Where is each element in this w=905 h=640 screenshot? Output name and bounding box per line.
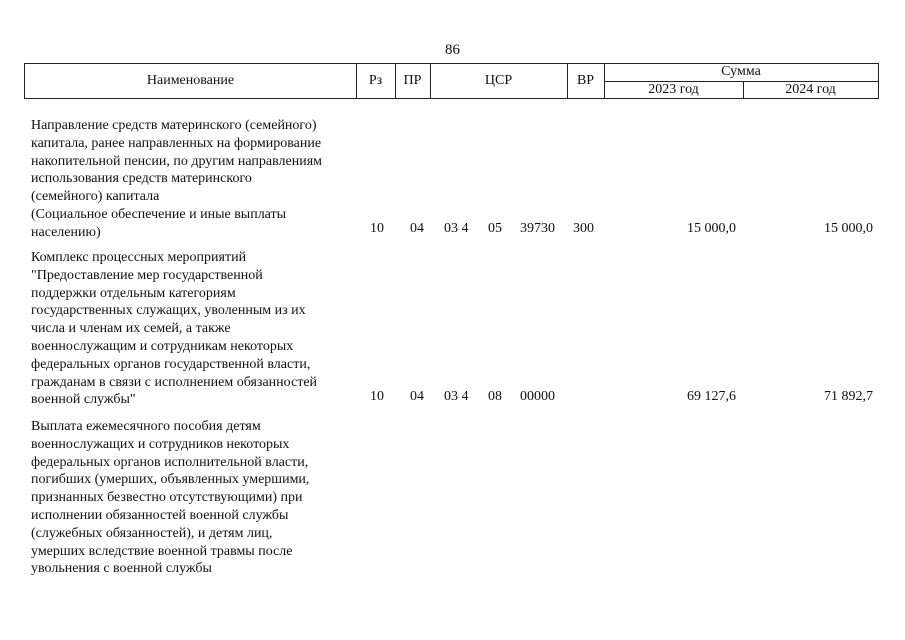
header-sum: Сумма (721, 64, 761, 79)
row-name-line: Комплекс процессных мероприятий (31, 250, 247, 265)
row-sum-2023: 15 000,0 (687, 221, 736, 236)
row-name-line: использования средств материнского (31, 171, 252, 187)
row-name-line: федеральных органов исполнительной власти, (31, 454, 309, 470)
row-vr: 300 (573, 221, 594, 236)
row-pr: 04 (410, 221, 424, 236)
row-name-line: федеральных органов государственной власти, (31, 356, 311, 372)
row-name-line: (служебных обязанностей), и детям лиц, (31, 525, 273, 541)
row-name-line: накопительной пенсии, по другим направлениям (31, 153, 323, 169)
row-name-line: числа и членам их семей, а также (31, 321, 231, 337)
row-rz: 10 (370, 389, 384, 404)
row-name-line: исполнении обязанностей военной службы (31, 507, 289, 523)
row-name-line: военной службы" (31, 392, 136, 408)
row-name (31, 418, 356, 578)
row-rz: 10 (370, 221, 384, 236)
row-name-line: погибших (умерших, объявленных умершими, (31, 472, 310, 488)
row-name-line: государственных служащих, уволенным из их (31, 303, 306, 319)
row-sum-2023: 69 127,6 (687, 389, 736, 404)
row-name-line: военнослужащих и сотрудников некоторых (31, 436, 290, 452)
row-pr: 04 (410, 389, 424, 404)
row-name-line: капитала, ранее направленных на формирование (31, 135, 322, 151)
row-csr-direction: 39730 (520, 221, 555, 236)
row-name-line: военнослужащим и сотрудникам некоторых (31, 338, 294, 354)
header-csr: ЦСР (484, 73, 513, 88)
row-csr-subprogram: 05 (488, 221, 502, 236)
row-sum-2024: 71 892,7 (824, 389, 873, 404)
header-year-2024: 2024 год (785, 82, 836, 97)
row-name-line: (семейного) капитала (31, 189, 160, 205)
row-name (31, 249, 356, 409)
table-header (24, 63, 879, 99)
row-name-line: Направление средств материнского (семейного) (31, 118, 317, 133)
row-name-line: поддержки отдельным категориям (31, 285, 236, 301)
row-csr-direction: 00000 (520, 389, 555, 404)
row-name-line: Выплата ежемесячного пособия детям (31, 419, 261, 434)
row-name-line: "Предоставление мер государственной (31, 267, 263, 283)
header-vr: ВР (576, 73, 595, 88)
row-name (31, 117, 356, 242)
row-csr-program: 03 4 (444, 389, 469, 404)
header-name: Наименование (146, 73, 235, 88)
row-name-line: умерших вследствие военной травмы после (31, 543, 293, 559)
row-name-line: увольнения с военной службы (31, 561, 212, 577)
row-csr-program: 03 4 (444, 221, 469, 236)
header-year-2023: 2023 год (648, 82, 699, 97)
header-rz: Рз (368, 73, 383, 88)
row-name-line: (Социальное обеспечение и иные выплаты (31, 206, 287, 222)
header-pr: ПР (403, 73, 422, 88)
row-name-line: населению) (31, 224, 101, 240)
row-csr-subprogram: 08 (488, 389, 502, 404)
row-sum-2024: 15 000,0 (824, 221, 873, 236)
page-number: 86 (445, 42, 460, 58)
row-name-line: признанных безвестно отсутствующими) при (31, 490, 303, 506)
row-name-line: гражданам в связи с исполнением обязанностей (31, 374, 318, 390)
